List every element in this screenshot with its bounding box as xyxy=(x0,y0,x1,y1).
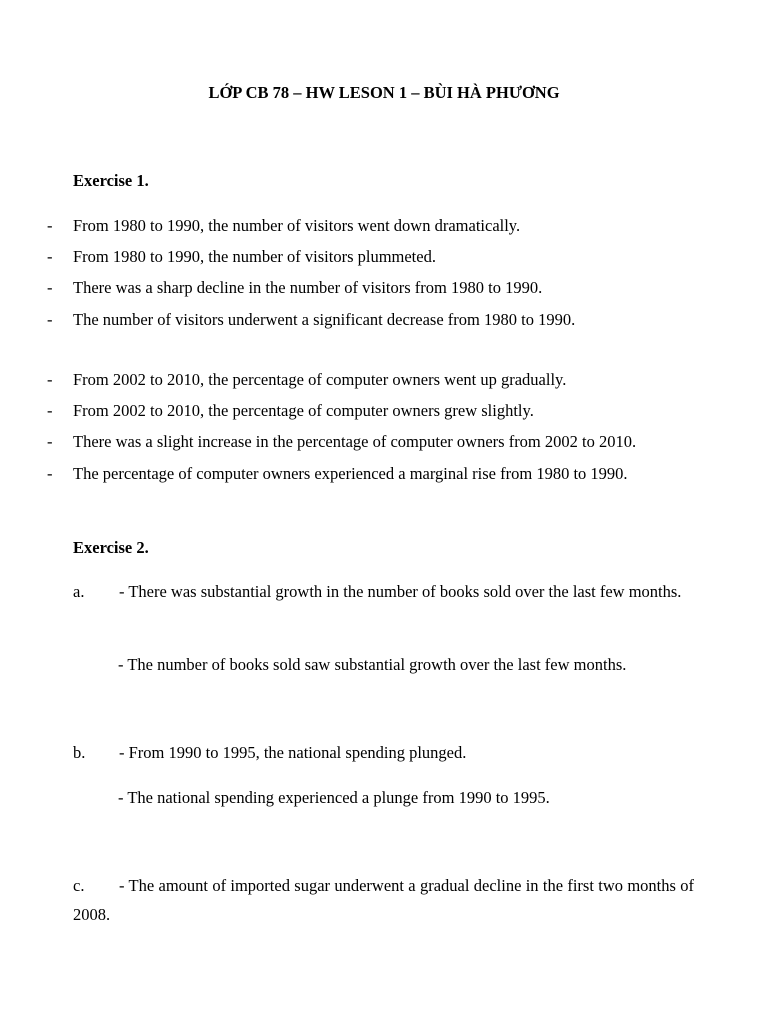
bullet-dash: - xyxy=(47,401,53,420)
item-sentence: - There was substantial growth in the number of books sold over the last few months. xyxy=(119,582,682,601)
exercise-1-heading: Exercise 1. xyxy=(73,171,149,190)
bullet-dash: - xyxy=(47,464,53,483)
exercise-item-b xyxy=(73,738,694,767)
item-letter: b. xyxy=(73,743,86,762)
bullet-dash: - xyxy=(47,278,53,297)
bullet-dash: - xyxy=(47,216,53,235)
exercise-2-heading: Exercise 2. xyxy=(73,538,149,557)
item-sentence-alt: - The number of books sold saw substantial growth over the last few months. xyxy=(118,655,627,674)
bullet-dash: - xyxy=(47,310,53,329)
list-item-text: From 2002 to 2010, the percentage of computer owners grew slightly. xyxy=(73,401,534,420)
item-sentence-alt: - The national spending experienced a plunge from 1990 to 1995. xyxy=(118,788,550,807)
list-item-text: From 2002 to 2010, the percentage of computer owners went up gradually. xyxy=(73,370,567,389)
bullet-dash: - xyxy=(47,247,53,266)
item-sentence: - The amount of imported sugar underwent a gradual decline in the first two months of 2008. xyxy=(73,876,694,924)
list-item-text: The number of visitors underwent a significant decrease from 1980 to 1990. xyxy=(73,310,576,329)
item-letter: c. xyxy=(73,876,85,895)
list-item-text: From 1980 to 1990, the number of visitors went down dramatically. xyxy=(73,216,521,235)
exercise-item-c xyxy=(73,871,694,929)
item-sentence: - From 1990 to 1995, the national spending plunged. xyxy=(119,743,467,762)
document-title: LỚP CB 78 – HW LESON 1 – BÙI HÀ PHƯƠNG xyxy=(208,83,560,102)
list-item-text: The percentage of computer owners experienced a marginal rise from 1980 to 1990. xyxy=(73,464,628,483)
list-item-text: From 1980 to 1990, the number of visitors plummeted. xyxy=(73,247,436,266)
list-item-text: There was a slight increase in the percentage of computer owners from 2002 to 2010. xyxy=(73,432,637,451)
exercise-item-a xyxy=(73,577,694,606)
item-letter: a. xyxy=(73,582,85,601)
list-item-text: There was a sharp decline in the number of visitors from 1980 to 1990. xyxy=(73,278,543,297)
bullet-dash: - xyxy=(47,370,53,389)
bullet-dash: - xyxy=(47,432,53,451)
